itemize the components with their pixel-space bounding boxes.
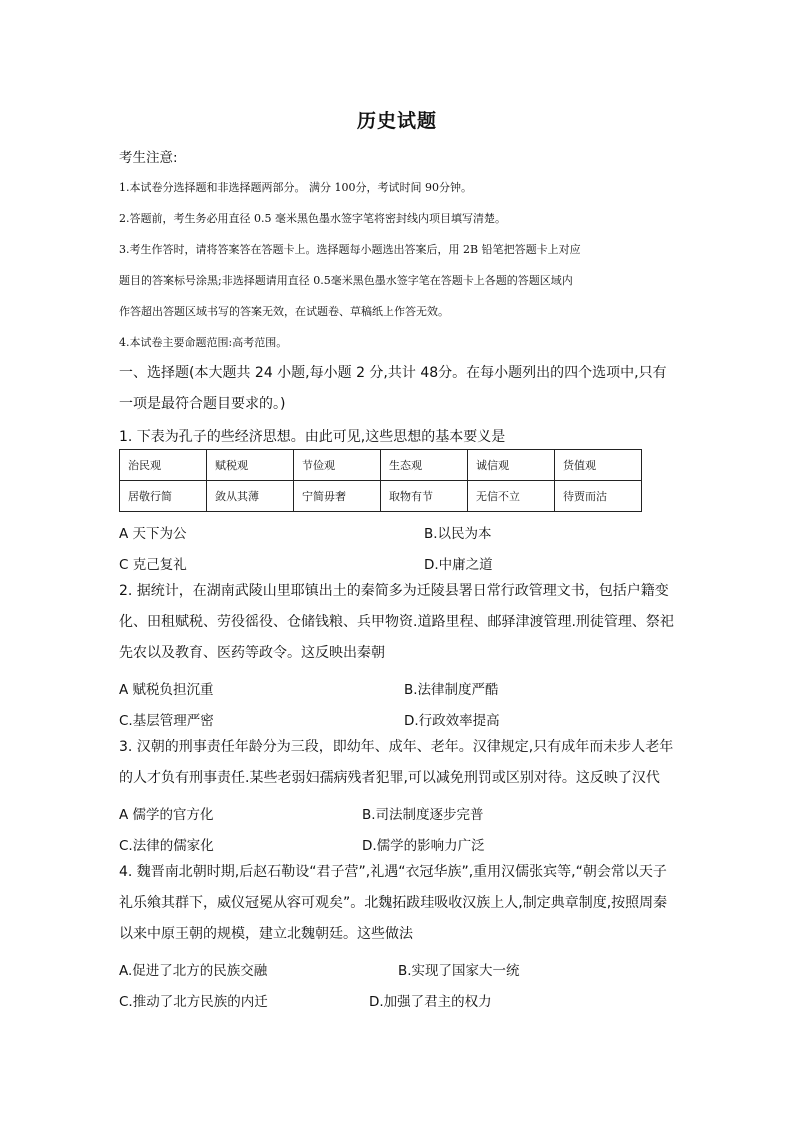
- question-2-stem: 2. 据统计，在湖南武陵山里耶镇出土的秦简多为迁陵县署日常行政管理文书，包括户籍变化、田租赋税、劳役徭役、仓储钱粮、兵甲物资.道路里程、邮驿津渡管理.刑徒管理、祭祀先农以及教育、医药等政令。这反映出秦朝: [119, 583, 674, 661]
- question-1-option-d[interactable]: D.中庸之道: [424, 557, 493, 573]
- table-cell: 无信不立: [468, 481, 555, 512]
- question-4-option-b[interactable]: B.实现了国家大一统: [398, 963, 520, 979]
- table-header-cell: 节俭观: [294, 450, 381, 481]
- question-2-option-a[interactable]: A 赋税负担沉重: [119, 682, 214, 698]
- note-line-5: 作答超出答题区域书写的答案无效，在试题卷、草稿纸上作答无效。: [119, 305, 449, 318]
- question-4-stem: 4. 魏晋南北朝时期,后赵石勒设“君子营”,礼遇“衣冠华族”,重用汉儒张宾等,“朝会常以天子礼乐飨其群下，威仪冠冕从容可观矣”。北魏拓跋珪吸收汉族上人,制定典章制度,按照周秦以来中原王朝的规模，建立北魏朝廷。这些做法: [119, 864, 668, 942]
- table-header-cell: 诚信观: [468, 450, 555, 481]
- table-row: [120, 481, 642, 512]
- note-line-3: 3.考生作答时，请将答案答在答题卡上。选择题每小题选出答案后，用 2B 铅笔把答题卡上对应: [119, 243, 581, 256]
- question-4-option-c[interactable]: C.推动了北方民族的内迁: [119, 994, 268, 1010]
- table-row: [120, 450, 642, 481]
- page-title: 历史试题: [356, 110, 437, 132]
- table-cell: 敛从其薄: [207, 481, 294, 512]
- question-2-option-c[interactable]: C.基层管理严密: [119, 713, 214, 729]
- question-4-option-d[interactable]: D.加强了君主的权力: [369, 994, 492, 1010]
- question-2-option-b[interactable]: B.法律制度严酷: [404, 682, 499, 698]
- note-line-4: 题目的答案标号涂黑;非选择题请用直径 0.5毫米黑色墨水签字笔在答题卡上各题的答题区域内: [119, 274, 573, 287]
- question-2-option-d[interactable]: D.行政效率提高: [404, 713, 500, 729]
- question-1-stem: 1. 下表为孔子的些经济思想。由此可见,这些思想的基本要义是: [119, 429, 506, 445]
- note-line-6: 4.本试卷主要命题范围:高考范围。: [119, 336, 288, 349]
- question-3-option-c[interactable]: C.法律的儒家化: [119, 838, 214, 854]
- question-3-option-a[interactable]: A 儒学的官方化: [119, 807, 214, 823]
- section-intro: 一、选择题(本大题共 24 小题,每小题 2 分,共计 48分。在每小题列出的四个选项中,只有一项是最符合题目要求的。): [119, 365, 667, 412]
- table-header-cell: 货值观: [555, 450, 642, 481]
- note-line-1: 1.本试卷分选择题和非选择题两部分。 满分 100分，考试时间 90分钟。: [119, 181, 472, 194]
- table-cell: 居敬行简: [120, 481, 207, 512]
- table-header-cell: 生态观: [381, 450, 468, 481]
- question-4-option-a[interactable]: A.促进了北方的民族交融: [119, 963, 268, 979]
- table-header-cell: 治民观: [120, 450, 207, 481]
- table-header-cell: 赋税观: [207, 450, 294, 481]
- note-line-2: 2.答题前，考生务必用直径 0.5 毫米黑色墨水签字笔将密封线内项目填写清楚。: [119, 212, 506, 225]
- question-3-stem: 3. 汉朝的刑事责任年龄分为三段，即幼年、成年、老年。汉律规定,只有成年而未步人老年的人才负有刑事责任.某些老弱妇孺病残者犯罪,可以减免刑罚或区别对待。这反映了汉代: [119, 739, 674, 786]
- question-1-option-b[interactable]: B.以民为本: [424, 526, 492, 542]
- question-3-option-d[interactable]: D.儒学的影响力广泛: [362, 838, 485, 854]
- question-3-option-b[interactable]: B.司法制度逐步完普: [362, 807, 484, 823]
- economic-thought-table: [119, 449, 642, 512]
- notice-header: 考生注意:: [119, 150, 178, 166]
- question-1-option-c[interactable]: C 克己复礼: [119, 557, 187, 573]
- table-cell: 宁简毋奢: [294, 481, 381, 512]
- table-cell: 取物有节: [381, 481, 468, 512]
- table-cell: 待贾而沽: [555, 481, 642, 512]
- question-1-option-a[interactable]: A 天下为公: [119, 526, 187, 542]
